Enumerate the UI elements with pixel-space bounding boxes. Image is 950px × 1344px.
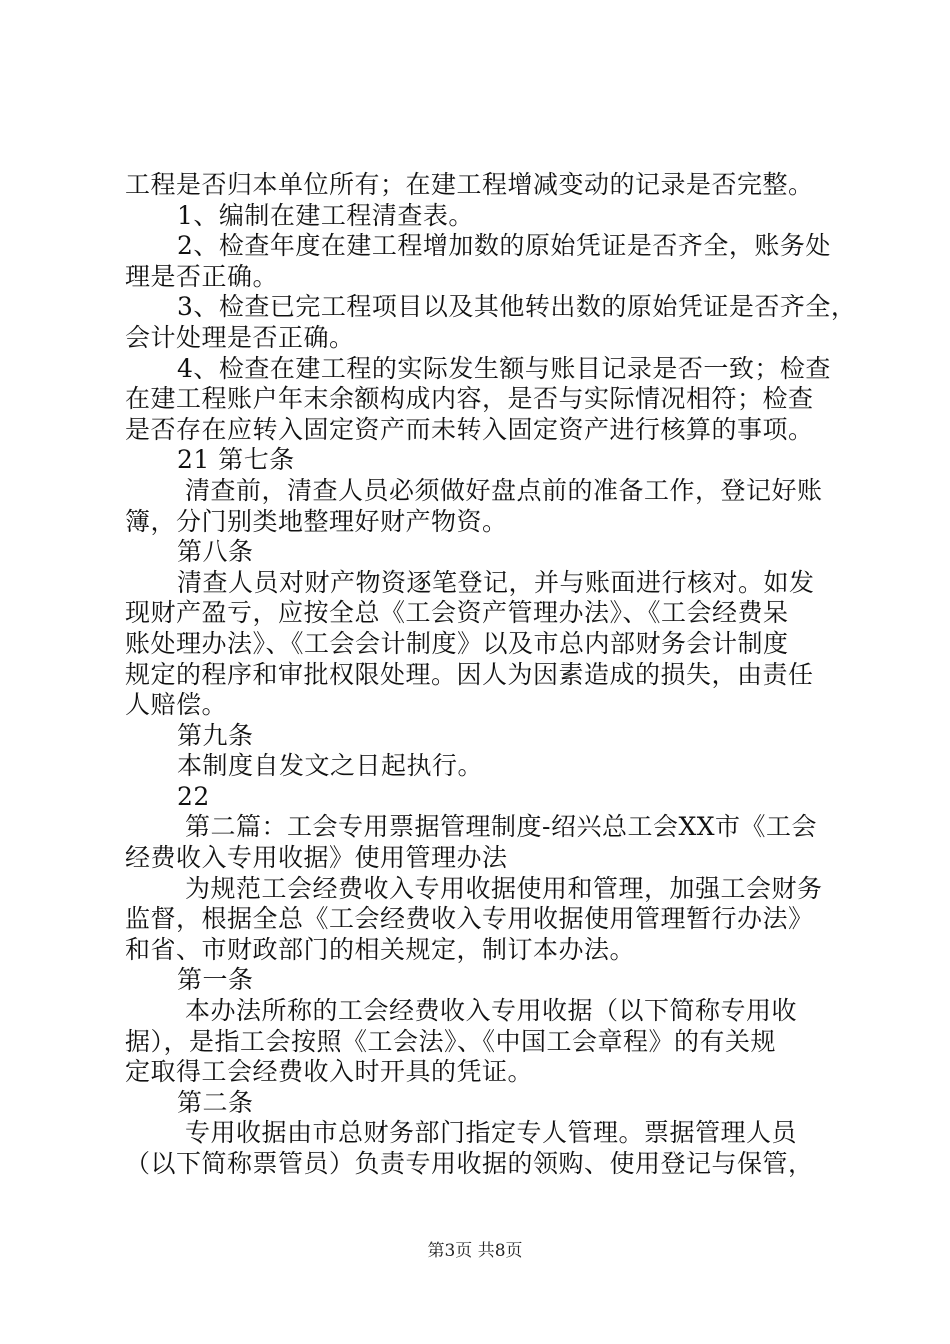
text-line: 账处理办法》、《工会会计制度》以及市总内部财务会计制度 — [125, 628, 789, 658]
section-heading: 第二条 — [177, 1087, 254, 1117]
text-line: 规定的程序和审批权限处理。因人为因素造成的损失，由责任 — [125, 659, 814, 689]
text-line: 1、编制在建工程清查表。 — [177, 200, 474, 230]
text-line: 在建工程账户年末余额构成内容，是否与实际情况相符；检查 — [125, 384, 814, 414]
text-line: 现财产盈亏，应按全总《工会资产管理办法》、《工会经费呆 — [125, 598, 789, 628]
section-heading: 第九条 — [177, 720, 254, 750]
section-heading: 第八条 — [177, 537, 254, 567]
text-line: 工程是否归本单位所有；在建工程增减变动的记录是否完整。 — [125, 170, 814, 199]
document-body — [125, 170, 857, 1180]
text-line: 4、检查在建工程的实际发生额与账目记录是否一致；检查 — [177, 353, 831, 383]
text-line: 簿，分门别类地整理好财产物资。 — [125, 506, 508, 536]
chapter-title: 经费收入专用收据》使用管理办法 — [125, 843, 508, 873]
text-line: 专用收据由市总财务部门指定专人管理。票据管理人员 — [185, 1118, 798, 1148]
text-line: 会计处理是否正确。 — [125, 322, 355, 352]
text-line: 和省、市财政部门的相关规定，制订本办法。 — [125, 934, 636, 964]
text-line: 定取得工会经费收入时开具的凭证。 — [125, 1057, 534, 1087]
text-line: 是否存在应转入固定资产而未转入固定资产进行核算的事项。 — [125, 414, 814, 444]
text-line: 本制度自发文之日起执行。 — [177, 751, 484, 781]
text-line: 理是否正确。 — [125, 261, 279, 291]
text-line: 清查前，清查人员必须做好盘点前的准备工作，登记好账 — [185, 475, 823, 505]
text-line: 为规范工会经费收入专用收据使用和管理，加强工会财务 — [185, 873, 823, 903]
text-line: 本办法所称的工会经费收入专用收据（以下简称专用收 — [185, 996, 798, 1026]
chapter-title: 第二篇：工会专用票据管理制度-绍兴总工会XX市《工会 — [185, 812, 818, 842]
text-line: 据），是指工会按照《工会法》、《中国工会章程》的有关规 — [125, 1026, 777, 1056]
page-number-marker: 22 — [177, 781, 210, 811]
page-footer: 第3页 共8页 — [427, 1241, 523, 1261]
text-line: 3、检查已完工程项目以及其他转出数的原始凭证是否齐全， — [177, 292, 857, 322]
text-line: 人赔偿。 — [125, 690, 228, 720]
section-heading: 第一条 — [177, 965, 254, 995]
text-line: （以下简称票管员）负责专用收据的领购、使用登记与保管， — [125, 1149, 814, 1178]
text-line: 2、检查年度在建工程增加数的原始凭证是否齐全，账务处 — [177, 231, 831, 261]
text-line: 监督，根据全总《工会经费收入专用收据使用管理暂行办法》 — [125, 904, 814, 934]
text-line: 清查人员对财产物资逐笔登记，并与账面进行核对。如发 — [177, 567, 815, 597]
section-heading: 21 第七条 — [177, 445, 295, 475]
